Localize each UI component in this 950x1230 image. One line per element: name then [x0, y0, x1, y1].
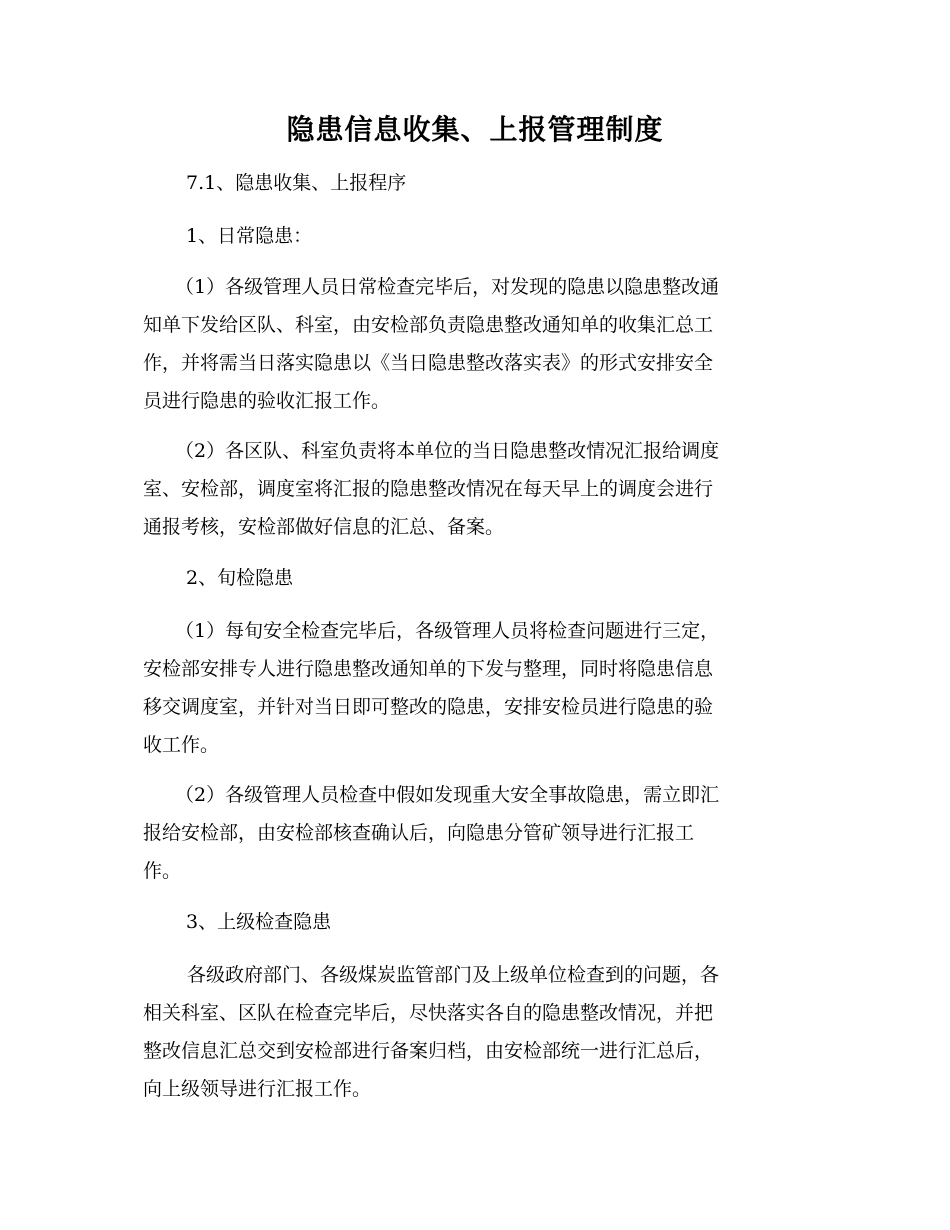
- paragraph-line: 相关科室、区队在检查完毕后，尽快落实各自的隐患整改情况，并把: [143, 1002, 714, 1024]
- document-title: 隐患信息收集、上报管理制度: [286, 113, 664, 146]
- paragraph-line: 员进行隐患的验收汇报工作。: [143, 390, 391, 412]
- paragraph-line: 向上级领导进行汇报工作。: [143, 1078, 372, 1100]
- paragraph-line: 整改信息汇总交到安检部进行备案归档，由安检部统一进行汇总后，: [143, 1040, 714, 1062]
- paragraph-line: 各级政府部门、各级煤炭监管部门及上级单位检查到的问题，各: [187, 964, 720, 986]
- paragraph-daily-1: [143, 268, 807, 420]
- paragraph-line: 知单下发给区队、科室，由安检部负责隐患整改通知单的收集汇总工: [143, 314, 714, 336]
- subsection-heading-superior: 3、上级检查隐患: [186, 911, 332, 933]
- paragraph-line: 移交调度室，并针对当日即可整改的隐患，安排安检员进行隐患的验: [143, 696, 714, 718]
- paragraph-line: 报给安检部，由安检部核查确认后，向隐患分管矿领导进行汇报工: [143, 822, 695, 844]
- paragraph-line: （1）各级管理人员日常检查完毕后，对发现的隐患以隐患整改通: [175, 276, 720, 298]
- subsection-heading-daily: 1、日常隐患：: [186, 225, 313, 247]
- paragraph-line: 作。: [143, 860, 182, 882]
- paragraph-line: （2）各级管理人员检查中假如发现重大安全事故隐患，需立即汇: [175, 784, 720, 806]
- section-heading: 7.1、隐患收集、上报程序: [186, 172, 407, 194]
- paragraph-line: 通报考核，安检部做好信息的汇总、备案。: [143, 516, 505, 538]
- paragraph-periodic-2: [143, 776, 807, 890]
- paragraph-superior-1: [143, 956, 807, 1108]
- paragraph-periodic-1: [143, 612, 807, 764]
- subsection-heading-periodic: 2、旬检隐患: [186, 567, 294, 589]
- paragraph-line: 安检部安排专人进行隐患整改通知单的下发与整理，同时将隐患信息: [143, 658, 714, 680]
- paragraph-daily-2: [143, 432, 807, 546]
- paragraph-line: 室、安检部，调度室将汇报的隐患整改情况在每天早上的调度会进行: [143, 478, 714, 500]
- paragraph-line: 收工作。: [143, 734, 220, 756]
- paragraph-line: 作，并将需当日落实隐患以《当日隐患整改落实表》的形式安排安全: [143, 352, 714, 374]
- paragraph-line: （1）每旬安全检查完毕后，各级管理人员将检查问题进行三定，: [175, 620, 720, 642]
- paragraph-line: （2）各区队、科室负责将本单位的当日隐患整改情况汇报给调度: [175, 440, 720, 462]
